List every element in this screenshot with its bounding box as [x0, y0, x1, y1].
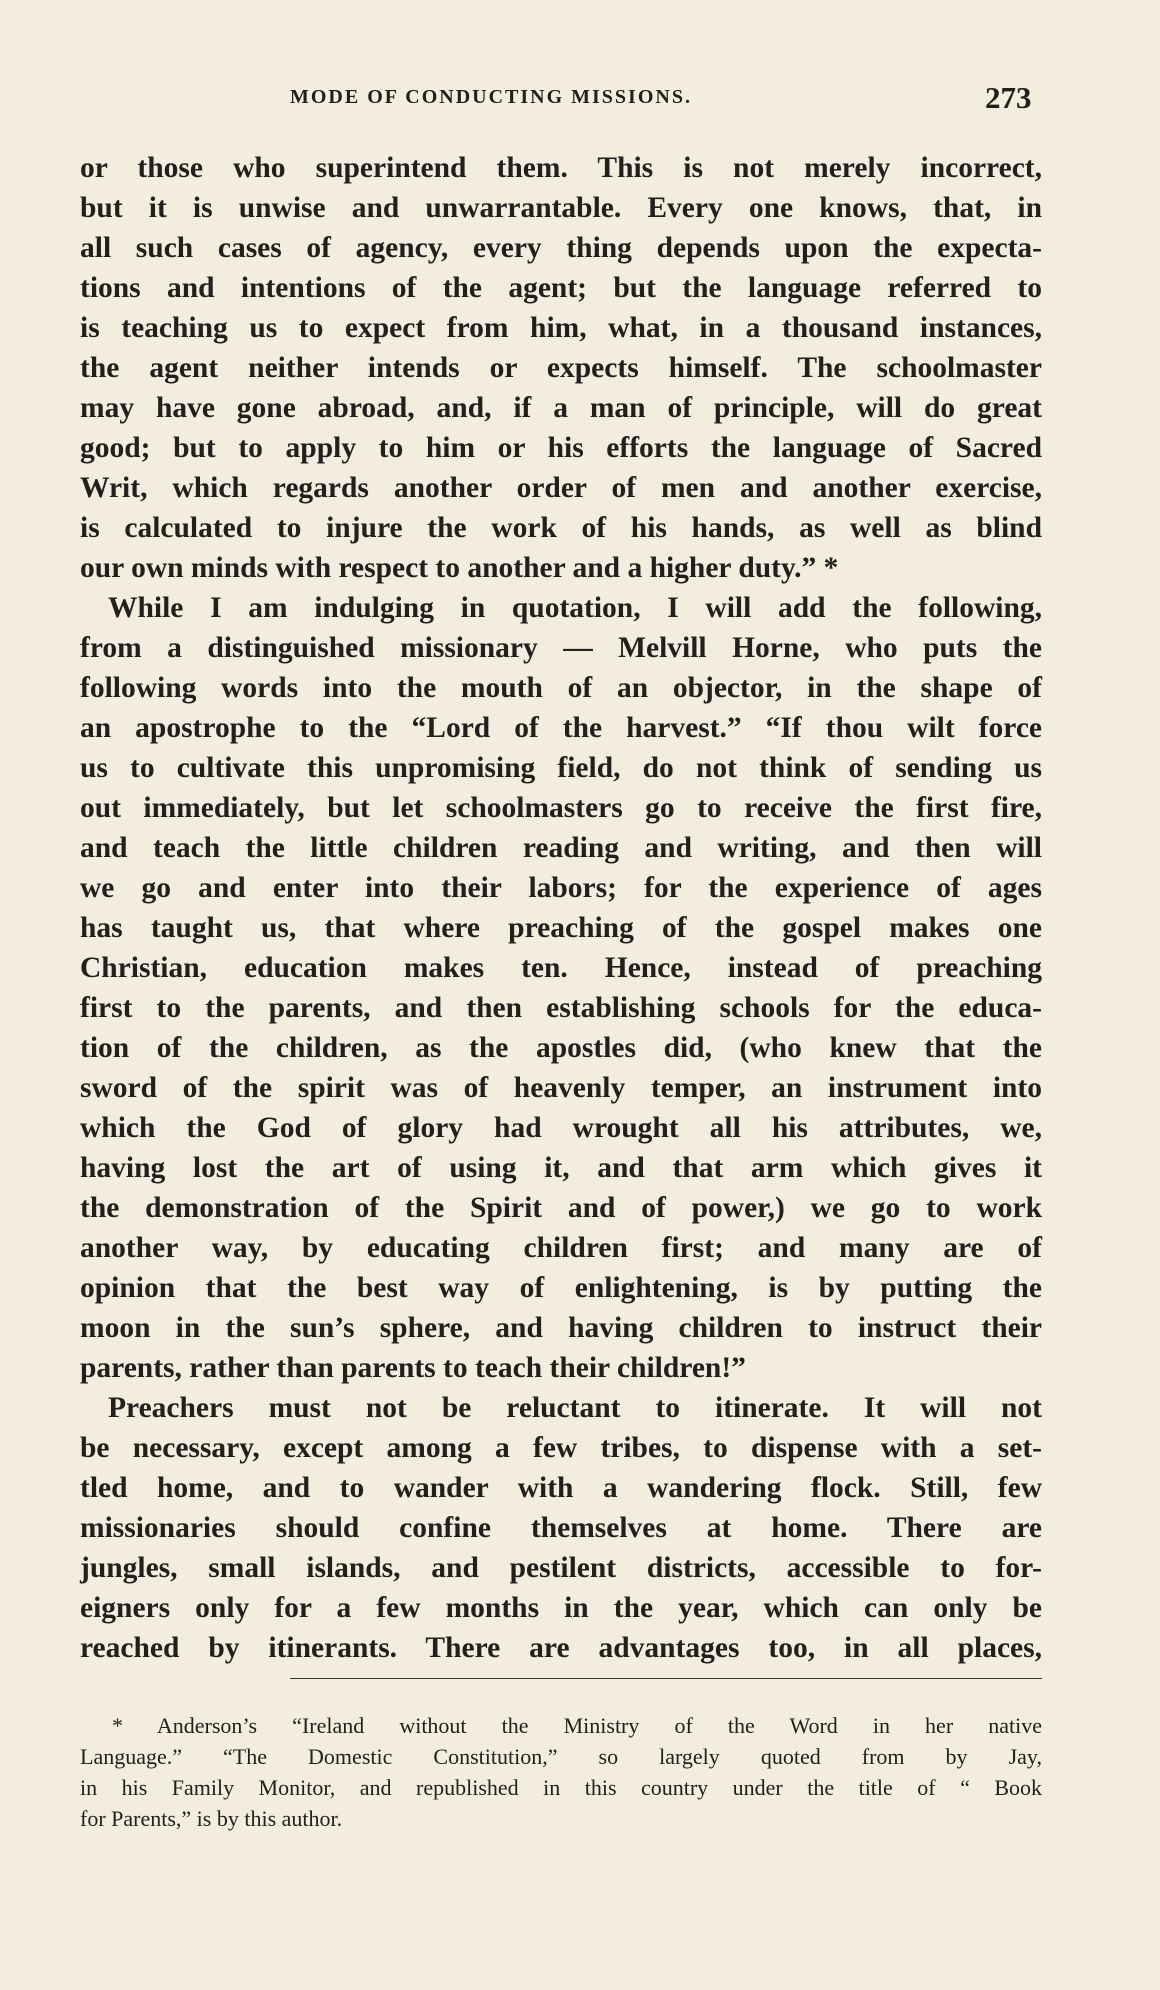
paragraph-start-line: While I am indulging in quotation, I will add the following,	[108, 592, 1042, 624]
text-line: is teaching us to expect from him, what, in a thousand instances,	[80, 312, 1042, 344]
text-line: the agent neither intends or expects himself. The schoolmaster	[80, 352, 1042, 384]
text-line: may have gone abroad, and, if a man of principle, will do great	[80, 392, 1042, 424]
text-line: good; but to apply to him or his efforts the language of Sacred	[80, 432, 1042, 464]
text-line: has taught us, that where preaching of the gospel makes one	[80, 912, 1042, 944]
text-line: our own minds with respect to another and a higher duty.” *	[80, 552, 839, 584]
text-line: tions and intentions of the agent; but the language referred to	[80, 272, 1042, 304]
text-line: us to cultivate this unpromising field, do not think of sending us	[80, 752, 1042, 784]
footnote-line: Language.” “The Domestic Constitution,” so largely quoted from by Jay,	[80, 1744, 1042, 1769]
text-line: opinion that the best way of enlightening, is by putting the	[80, 1272, 1042, 1304]
text-line: jungles, small islands, and pestilent districts, accessible to for-	[80, 1552, 1042, 1584]
text-line: missionaries should confine themselves at home. There are	[80, 1512, 1042, 1544]
text-line: from a distinguished missionary — Melvill Horne, who puts the	[80, 632, 1042, 664]
running-head	[0, 80, 1160, 114]
text-line: parents, rather than parents to teach their children!”	[80, 1352, 746, 1384]
text-line: Christian, education makes ten. Hence, instead of preaching	[80, 952, 1042, 984]
text-line: we go and enter into their labors; for the experience of ages	[80, 872, 1042, 904]
footnote-line: in his Family Monitor, and republished in this country under the title of “ Book	[80, 1775, 1042, 1800]
text-line: tled home, and to wander with a wandering flock. Still, few	[80, 1472, 1042, 1504]
text-line: out immediately, but let schoolmasters go to receive the first fire,	[80, 792, 1042, 824]
text-line: the demonstration of the Spirit and of power,) we go to work	[80, 1192, 1042, 1224]
text-line: and teach the little children reading and writing, and then will	[80, 832, 1042, 864]
text-line: sword of the spirit was of heavenly temper, an instrument into	[80, 1072, 1042, 1104]
text-line: first to the parents, and then establishing schools for the educa-	[80, 992, 1042, 1024]
text-line: tion of the children, as the apostles did, (who knew that the	[80, 1032, 1042, 1064]
text-line: moon in the sun’s sphere, and having children to instruct their	[80, 1312, 1042, 1344]
footnote-line: * Anderson’s “Ireland without the Ministry of the Word in her native	[112, 1713, 1042, 1738]
text-line: or those who superintend them. This is not merely incorrect,	[80, 152, 1042, 184]
text-line: which the God of glory had wrought all his attributes, we,	[80, 1112, 1042, 1144]
text-line: is calculated to injure the work of his hands, as well as blind	[80, 512, 1042, 544]
text-line: eigners only for a few months in the year, which can only be	[80, 1592, 1042, 1624]
paragraph-start-line: Preachers must not be reluctant to itinerate. It will not	[108, 1392, 1042, 1424]
running-title: MODE OF CONDUCTING MISSIONS.	[290, 86, 692, 108]
text-line: reached by itinerants. There are advantages too, in all places,	[80, 1632, 1042, 1664]
text-line: following words into the mouth of an objector, in the shape of	[80, 672, 1042, 704]
text-line: all such cases of agency, every thing depends upon the expecta-	[80, 232, 1042, 264]
text-line: an apostrophe to the “Lord of the harvest.” “If thou wilt force	[80, 712, 1042, 744]
text-line: but it is unwise and unwarrantable. Every one knows, that, in	[80, 192, 1042, 224]
page-number: 273	[985, 80, 1032, 115]
footnote-line: for Parents,” is by this author.	[80, 1806, 343, 1831]
text-line: another way, by educating children first; and many are of	[80, 1232, 1042, 1264]
footnote-rule	[290, 1678, 1042, 1679]
text-line: Writ, which regards another order of men and another exercise,	[80, 472, 1042, 504]
text-line: be necessary, except among a few tribes, to dispense with a set-	[80, 1432, 1042, 1464]
text-line: having lost the art of using it, and that arm which gives it	[80, 1152, 1042, 1184]
